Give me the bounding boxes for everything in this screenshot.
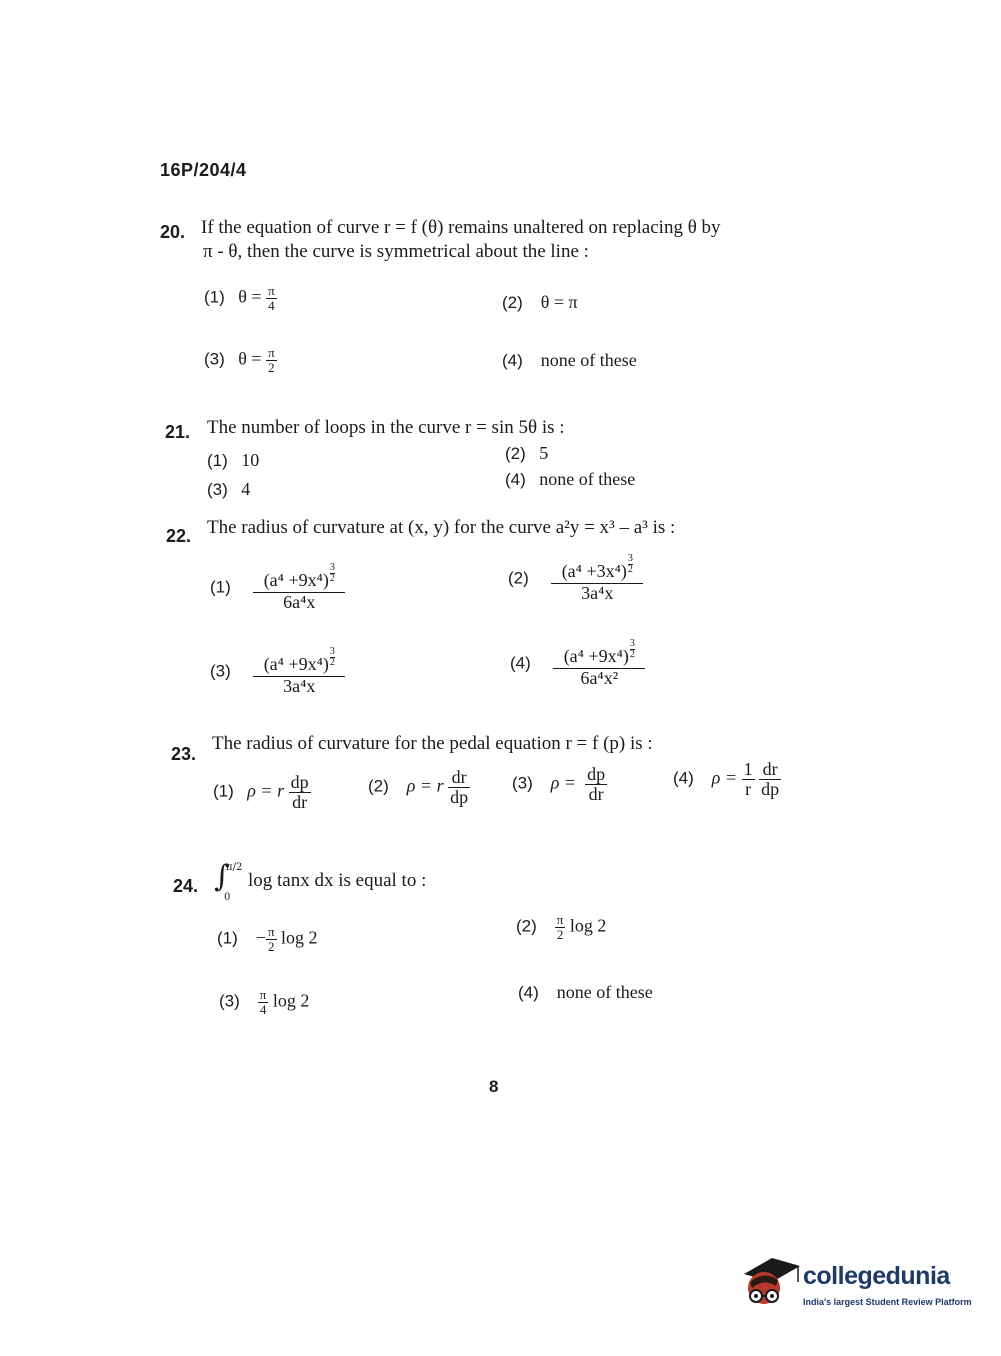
option-text: 4 <box>241 479 251 499</box>
q20-option-2 <box>502 292 578 313</box>
frac-den: 4 <box>259 1001 267 1017</box>
option-label: (3) <box>210 661 231 681</box>
exp-den: 2 <box>329 573 335 584</box>
q22-option-2 <box>508 553 643 603</box>
exp-den: 2 <box>329 657 335 668</box>
frac-den: 6a⁴x <box>283 592 316 612</box>
option-text: none of these <box>556 982 653 1002</box>
integral-sign: ∫ <box>214 859 230 894</box>
q20-option-1 <box>204 284 277 312</box>
option-label: (2) <box>502 293 523 312</box>
option-label: (4) <box>673 768 694 788</box>
option-label: (3) <box>512 773 533 793</box>
collegedunia-mascot-icon <box>742 1252 802 1314</box>
option-label: (1) <box>207 451 228 470</box>
paper-code: 16P/204/4 <box>160 160 247 180</box>
q20-option-3 <box>204 346 277 374</box>
option-text: 10 <box>241 450 260 470</box>
frac-den: dp <box>761 778 780 799</box>
frac-num: π <box>268 283 275 298</box>
q20-option-4 <box>502 350 637 371</box>
frac-den: 6a⁴x² <box>580 668 619 688</box>
option-lhs: ρ = <box>711 767 738 788</box>
frac-num: π <box>556 912 564 927</box>
q21-option-3 <box>207 479 250 500</box>
question-22-number: 22. <box>166 526 192 546</box>
q24-option-1 <box>217 925 318 953</box>
frac-num: 1 <box>743 759 753 779</box>
q23-option-2 <box>368 768 470 807</box>
frac-den: 2 <box>556 926 564 942</box>
option-label: (3) <box>207 480 228 499</box>
option-label: (1) <box>204 287 225 307</box>
option-tail: log 2 <box>569 915 607 936</box>
frac-den: r <box>745 778 752 799</box>
q21-option-1 <box>207 450 259 471</box>
option-tail: log 2 <box>272 990 310 1011</box>
option-label: (2) <box>368 776 389 796</box>
integral-lower-limit: 0 <box>224 892 231 903</box>
option-label: (1) <box>210 577 231 597</box>
brand-tagline: India's largest Student Review Platform <box>803 1297 972 1307</box>
frac-num: (a⁴ +9x⁴) <box>563 646 629 666</box>
q23-option-3 <box>512 765 607 804</box>
exp-num: 3 <box>329 646 335 657</box>
option-label: (3) <box>204 349 225 369</box>
frac-den: dr <box>588 783 604 804</box>
option-lhs: ρ = r <box>406 775 444 796</box>
q23-option-1 <box>213 773 311 812</box>
frac-den: dr <box>292 791 308 812</box>
question-24-number: 24. <box>173 876 199 896</box>
question-20-line2: π - θ, then the curve is symmetrical about the line : <box>203 241 589 262</box>
frac-den: dp <box>450 786 469 807</box>
option-text: 5 <box>539 443 549 463</box>
frac-num: (a⁴ +9x⁴) <box>263 570 329 590</box>
exp-num: 3 <box>329 562 335 573</box>
option-lhs: ρ = r <box>247 780 285 801</box>
exp-den: 2 <box>627 564 633 575</box>
frac-num: (a⁴ +3x⁴) <box>561 561 627 581</box>
frac-den: 2 <box>268 359 275 375</box>
question-20-number: 20. <box>160 222 186 242</box>
q24-option-3 <box>219 988 309 1016</box>
exp-den: 2 <box>629 649 635 660</box>
option-label: (2) <box>508 568 529 588</box>
option-sign: − <box>255 927 266 948</box>
question-23-number: 23. <box>171 744 197 764</box>
frac-num: dp <box>587 764 606 784</box>
integral-upper-limit: π/2 <box>226 862 243 873</box>
frac-den: 2 <box>267 938 275 954</box>
option-text: none of these <box>539 469 636 489</box>
frac-num: π <box>267 924 275 939</box>
question-23-text: The radius of curvature for the pedal equation r = f (p) is : <box>212 733 653 754</box>
frac-den: 3a⁴x <box>581 583 614 603</box>
option-label: (2) <box>516 916 537 936</box>
frac-num: (a⁴ +9x⁴) <box>263 654 329 674</box>
frac-den: 4 <box>268 297 275 313</box>
question-20-line1: If the equation of curve r = f (θ) remains unaltered on replacing θ by <box>201 217 721 238</box>
option-label: (1) <box>217 928 238 948</box>
option-label: (2) <box>505 444 526 463</box>
option-text: none of these <box>540 350 637 370</box>
option-label: (4) <box>502 351 523 370</box>
option-lhs: θ = <box>238 348 262 369</box>
brand-name: collegedunia <box>803 1262 950 1290</box>
page-number: 8 <box>489 1077 499 1096</box>
option-label: (1) <box>213 781 234 801</box>
frac-num: dp <box>290 772 309 792</box>
option-lhs: θ = <box>238 286 262 307</box>
frac-den: 3a⁴x <box>283 676 316 696</box>
q21-option-4 <box>505 469 635 490</box>
q22-option-1 <box>210 562 345 612</box>
exp-num: 3 <box>627 553 633 564</box>
question-24-text: log tanx dx is equal to : <box>248 870 427 891</box>
question-21-text: The number of loops in the curve r = sin 5θ is : <box>207 417 565 438</box>
q22-option-3 <box>210 646 345 696</box>
q23-option-4 <box>673 760 781 799</box>
option-label: (3) <box>219 991 240 1011</box>
q24-option-4 <box>518 982 653 1003</box>
option-tail: log 2 <box>281 927 318 948</box>
q21-option-2 <box>505 443 548 464</box>
question-21-number: 21. <box>165 422 191 442</box>
frac-num: dr <box>759 760 781 780</box>
exp-num: 3 <box>629 638 635 649</box>
frac-num: π <box>268 345 275 360</box>
option-label: (4) <box>518 983 539 1002</box>
q24-option-2 <box>516 913 606 941</box>
q22-option-4 <box>510 638 645 688</box>
option-label: (4) <box>510 653 531 673</box>
option-lhs: ρ = <box>550 772 577 793</box>
option-label: (4) <box>505 470 526 489</box>
frac-num: dr <box>448 768 470 788</box>
question-22-text: The radius of curvature at (x, y) for the curve a²y = x³ – a³ is : <box>207 517 676 538</box>
integral-expression <box>214 859 243 903</box>
frac-num: π <box>259 987 267 1002</box>
option-text: θ = π <box>540 292 578 312</box>
